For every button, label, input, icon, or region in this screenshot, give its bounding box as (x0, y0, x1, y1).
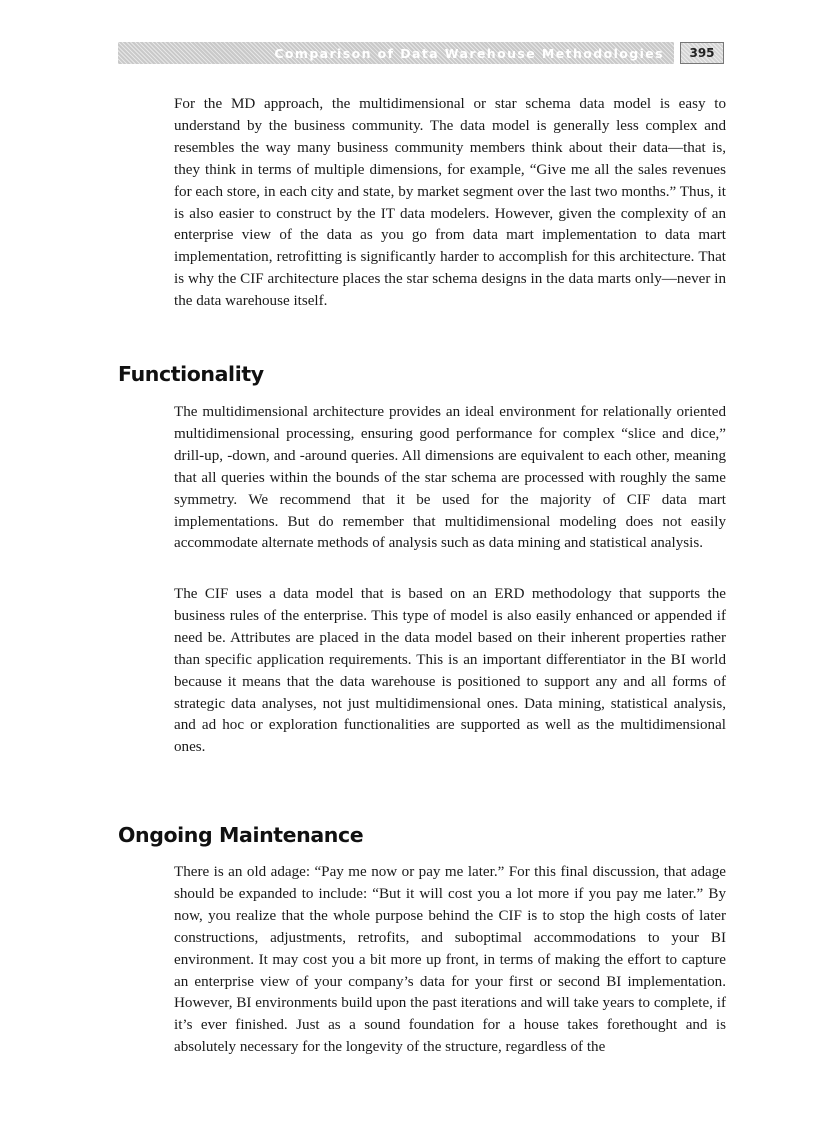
running-header-band (118, 42, 674, 64)
section-heading-ongoing-maintenance: Ongoing Maintenance (118, 823, 364, 847)
page-number-box (680, 42, 724, 64)
functionality-paragraph-1: The multidimensional architecture provides an ideal environment for relationally oriented multidimensional processing, ensuring good performance for complex “slice and dice,” drill-up, -down, and -around queries. All dimensions are equivalent to each other, meaning that all queries within the bounds of the star schema are processed with roughly the same symmetry. We recommend that it be used for the majority of CIF data mart implementations. But do remember that multidimensional modeling does not easily accommodate alternate methods of analysis such as data mining and statistical analysis. (174, 404, 726, 552)
intro-paragraph: For the MD approach, the multidimensional or star schema data model is easy to understand by the business community. The data model is generally less complex and resembles the way many business community members think about their data—that is, they think in terms of multiple dimensions, for example, “Give me all the sales revenues for each store, in each city and state, by market segment over the last two months.” Thus, it is also easier to construct by the IT data modelers. However, given the complexity of an enterprise view of the data as you go from data mart implementation to data mart implementation, retrofitting is significantly harder to accomplish for this architecture. That is why the CIF architecture places the star schema designs in the data marts only—never in the data warehouse itself. (174, 96, 726, 310)
maintenance-paragraph-1: There is an old adage: “Pay me now or pay me later.” For this final discussion, that adage should be expanded to include: “But it will cost you a lot more if you pay me later.” By now, you realize that the whole purpose behind the CIF is to stop the high costs of later constructions, adjustments, retrofits, and suboptimal accommodations to your BI environment. It may cost you a bit more up front, in terms of making the effort to capture an enterprise view of your company’s data for your first or second BI implementation. However, BI environments build upon the past iterations and will take years to complete, if it’s ever finished. Just as a sound foundation for a house takes forethought and is absolutely necessary for the longevity of the structure, regardless of the (174, 864, 726, 1056)
running-title: Comparison of Data Warehouse Methodologies (274, 45, 664, 61)
functionality-paragraph-2: The CIF uses a data model that is based on an ERD methodology that supports the business rules of the enterprise. This type of model is also easily enhanced or appended if need be. Attributes are placed in the data model based on their inherent properties rather than specific application requirements. This is an important differentiator in the BI world because it means that the data warehouse is positioned to support any and all forms of strategic data analyses, not just multidimensional ones. Data mining, statistical analysis, and ad hoc or exploration functionalities are supported as well as the multidimensional ones. (174, 586, 726, 756)
page-number: 395 (689, 46, 715, 60)
section-heading-functionality: Functionality (118, 362, 264, 386)
